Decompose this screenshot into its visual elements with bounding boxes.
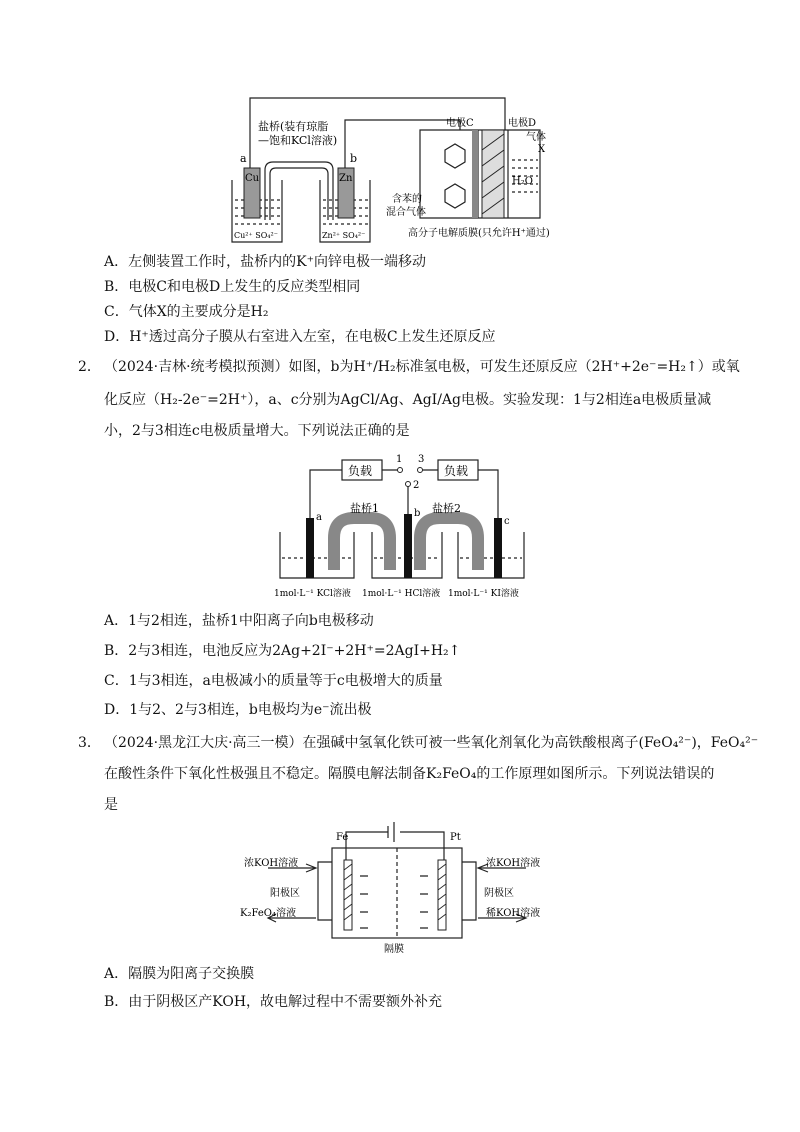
water-label: H₂O (512, 176, 533, 187)
electrode-a (306, 518, 314, 578)
q2-option-a: A．1与2相连，盐桥1中阳离子向b电极移动 (104, 613, 374, 629)
label-c: c (504, 516, 510, 527)
q2-option-d: D．1与2、2与3相连，b电极均为e⁻流出极 (104, 702, 372, 718)
terminal-3-label: 3 (418, 454, 425, 465)
solution-a-label: 1mol·L⁻¹ KCl溶液 (274, 589, 351, 599)
gas-label: 气体 (526, 132, 546, 143)
q2-number: 2． (78, 359, 101, 375)
q3-stem-line-1: （2024·黑龙江大庆·高三一模）在强碱中氢氧化铁可被一些氧化剂氧化为高铁酸根离子(FeO₄²⁻)，FeO₄²⁻ (104, 735, 759, 751)
electrode-b (404, 514, 412, 578)
q1-option-b: B．电极C和电极D上发生的反应类型相同 (104, 279, 361, 295)
anode-zone-label: 阳极区 (270, 888, 300, 899)
q2-option-b: B．2与3相连，电池反应为2Ag+2I⁻+2H⁺=2AgI+H₂↑ (104, 643, 461, 659)
salt-bridge-label-1: 盐桥(装有琼脂 (258, 120, 329, 133)
outlet-left-label: K₂FeO₄溶液 (240, 908, 296, 919)
label-a: a (316, 512, 322, 523)
inlet-left-label: 浓KOH溶液 (244, 858, 299, 869)
q2-stem-line-3: 小，2与3相连c电极质量增大。下列说法正确的是 (104, 423, 410, 439)
salt-bridge-1-label: 盐桥1 (350, 502, 379, 515)
q2-stem-line-1: （2024·吉林·统考模拟预测）如图，b为H⁺/H₂标准氢电极，可发生还原反应（2H⁺+2e⁻=H₂↑）或氧 (104, 359, 740, 375)
load-left-label: 负载 (348, 464, 373, 478)
mixture-label-2: 混合气体 (386, 207, 426, 218)
terminal-2[interactable] (406, 482, 411, 487)
terminal-1[interactable] (398, 468, 403, 473)
pt-label: Pt (450, 832, 461, 843)
q2-diagram (272, 450, 532, 605)
solution-b-label: 1mol·L⁻¹ HCl溶液 (362, 589, 441, 599)
q1-option-d: D．H⁺透过高分子膜从右室进入左室，在电极C上发生还原反应 (104, 329, 496, 345)
electrode-d-label: 电极D (508, 118, 537, 129)
load-right-label: 负载 (444, 464, 469, 478)
q2-stem-line-2: 化反应（H₂-2e⁻=2H⁺），a、c分别为AgCl/Ag、AgI/Ag电极。实验发现：1与2相连a电极质量减 (104, 392, 712, 408)
cu-label: Cu (245, 173, 260, 184)
q3-option-a: A．隔膜为阳离子交换膜 (104, 966, 255, 982)
q1-option-c: C．气体X的主要成分是H₂ (104, 304, 269, 320)
gas-x-label: X (538, 144, 546, 155)
membrane-label: 高分子电解质膜(只允许H⁺通过) (408, 228, 550, 239)
label-b: b (350, 152, 358, 165)
label-a: a (240, 152, 247, 165)
q1-option-a: A．左侧装置工作时，盐桥内的K⁺向锌电极一端移动 (104, 254, 426, 270)
salt-bridge-label-2: —饱和KCl溶液) (258, 134, 338, 147)
electrode-c (472, 130, 478, 218)
solution-c-label: 1mol·L⁻¹ KI溶液 (448, 589, 519, 599)
terminal-2-label: 2 (413, 480, 420, 491)
terminal-3[interactable] (418, 468, 423, 473)
label-b: b (414, 508, 421, 519)
electrode-c-label: 电极C (446, 118, 474, 129)
salt-bridge-2-label: 盐桥2 (432, 502, 461, 515)
q3-option-b: B．由于阴极区产KOH，故电解过程中不需要额外补充 (104, 994, 443, 1010)
q3-stem-line-2: 在酸性条件下氧化性极强且不稳定。隔膜电解法制备K₂FeO₄的工作原理如图所示。下列说法错误的 (104, 766, 715, 782)
q2-option-c: C．1与3相连，a电极减小的质量等于c电极增大的质量 (104, 673, 443, 689)
q3-diagram (240, 818, 560, 958)
electrode-c (494, 518, 502, 578)
zn-label: Zn (339, 173, 353, 184)
right-solution-label: Zn²⁺ SO₄²⁻ (322, 231, 366, 240)
outlet-right-label: 浓KOH溶液 (486, 858, 541, 869)
q3-stem-line-3: 是 (104, 797, 118, 813)
q1-diagram (220, 90, 560, 250)
terminal-1-label: 1 (396, 454, 403, 465)
cathode-zone-label: 阴极区 (484, 888, 514, 899)
membrane-label: 隔膜 (384, 944, 404, 955)
mixture-label-1: 含苯的 (392, 194, 422, 205)
left-solution-label: Cu²⁺ SO₄²⁻ (234, 231, 278, 240)
q3-number: 3． (78, 735, 101, 751)
inlet-right-label: 稀KOH溶液 (486, 908, 541, 919)
fe-label: Fe (336, 832, 349, 843)
